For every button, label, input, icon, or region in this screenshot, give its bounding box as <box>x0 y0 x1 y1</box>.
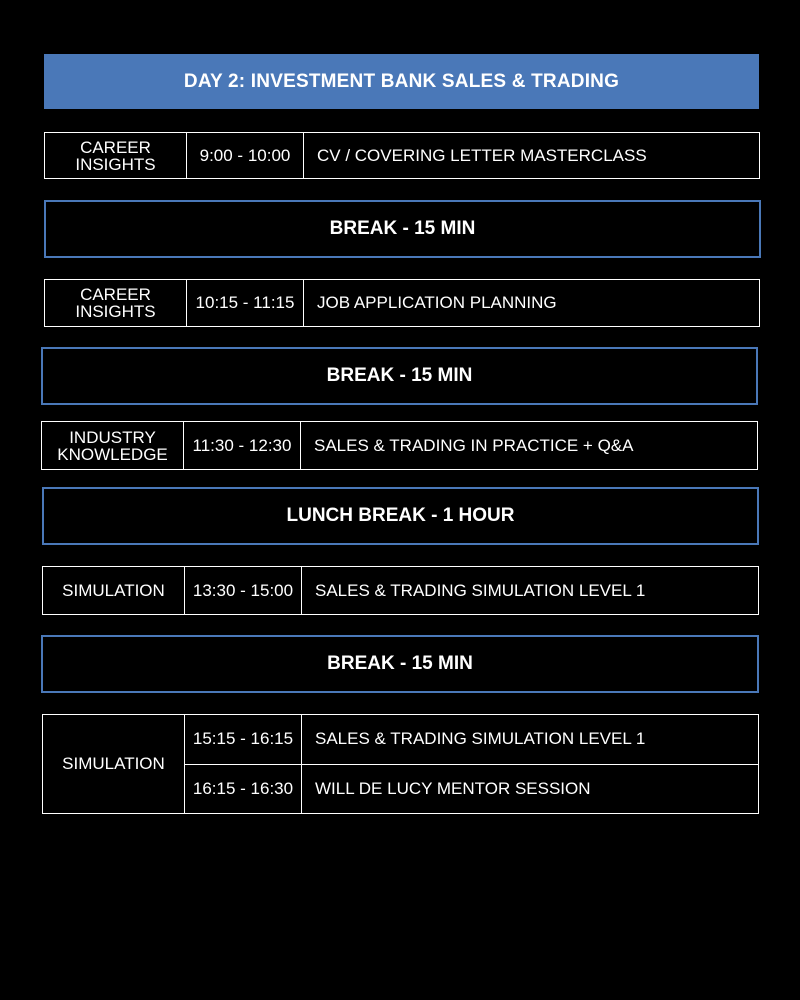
session-row <box>185 765 759 815</box>
session-time: 16:15 - 16:30 <box>185 765 302 814</box>
session-row <box>44 132 760 179</box>
session-category: CAREER INSIGHTS <box>45 133 187 178</box>
session-row <box>42 566 759 615</box>
session-category: SIMULATION <box>43 567 185 614</box>
session-time: 11:30 - 12:30 <box>184 422 301 469</box>
session-category: SIMULATION <box>42 714 185 814</box>
session-title: CV / COVERING LETTER MASTERCLASS <box>317 145 647 165</box>
day-header: DAY 2: INVESTMENT BANK SALES & TRADING <box>44 54 759 109</box>
session-title: SALES & TRADING SIMULATION LEVEL 1 <box>315 729 646 749</box>
break-banner: BREAK - 15 MIN <box>44 200 761 258</box>
session-time: 15:15 - 16:15 <box>185 715 302 764</box>
session-row <box>44 279 760 327</box>
session-title: JOB APPLICATION PLANNING <box>317 293 557 312</box>
break-banner: BREAK - 15 MIN <box>41 347 758 405</box>
session-title: WILL DE LUCY MENTOR SESSION <box>315 778 591 798</box>
lunch-break-banner: LUNCH BREAK - 1 HOUR <box>42 487 759 545</box>
session-time: 13:30 - 15:00 <box>185 567 302 614</box>
break-banner: BREAK - 15 MIN <box>41 635 759 693</box>
session-block <box>42 714 759 814</box>
session-title: SALES & TRADING SIMULATION LEVEL 1 <box>315 580 646 600</box>
session-title: SALES & TRADING IN PRACTICE + Q&A <box>314 435 634 455</box>
session-category: CAREER INSIGHTS <box>45 280 187 326</box>
session-time: 10:15 - 11:15 <box>187 280 304 326</box>
session-row <box>41 421 758 470</box>
session-row <box>185 714 759 765</box>
session-time: 9:00 - 10:00 <box>187 133 304 178</box>
session-category: INDUSTRY KNOWLEDGE <box>42 422 184 469</box>
